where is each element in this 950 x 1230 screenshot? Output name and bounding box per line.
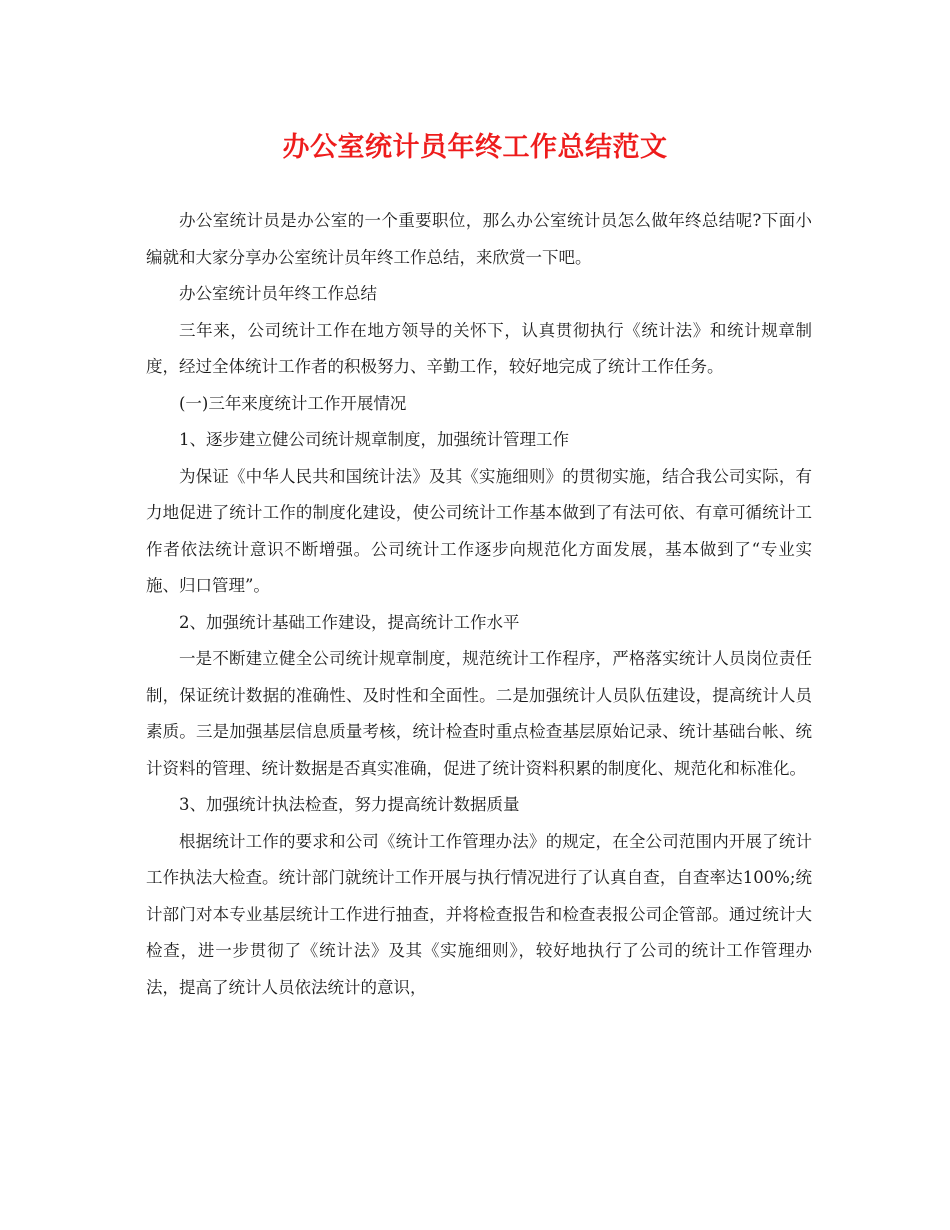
subheading-2: 2、加强统计基础工作建设，提高统计工作水平 bbox=[179, 612, 520, 632]
paragraph-1: 为保证《中华人民共和国统计法》及其《实施细则》的贯彻实施，结合我公司实际，有力地促进了统计工作的制度化建设，使公司统计工作基本做到了有法可依、有章可循统计工作者依法统计意识不断增强。公司统计工作逐步向规范化方面发展，基本做到了“专业实施、归口管理”。 bbox=[146, 466, 812, 595]
section-heading-1: (一)三年来度统计工作开展情况 bbox=[179, 393, 407, 413]
subheading-3: 3、加强统计执法检查，努力提高统计数据质量 bbox=[179, 795, 520, 814]
paragraph-3: 根据统计工作的要求和公司《统计工作管理办法》的规定，在全公司范围内开展了统计工作执法大检查。统计部门就统计工作开展与执行情况进行了认真自查，自查率达100%;统计部门对本专业基层统计工作进行抽查，并将检查报告和检查表报公司企管部。通过统计大检查，进一步贯彻了《统计法》及其《实施细则》，较好地执行了公司的统计工作管理办法，提高了统计人员依法统计的意识， bbox=[146, 831, 812, 997]
paragraph-heading-summary: 办公室统计员年终工作总结 bbox=[179, 284, 377, 303]
subheading-1: 1、逐步建立健公司统计规章制度，加强统计管理工作 bbox=[179, 430, 569, 449]
paragraph-overview: 三年来，公司统计工作在地方领导的关怀下，认真贯彻执行《统计法》和统计规章制度，经过全体统计工作者的积极努力、辛勤工作，较好地完成了统计工作任务。 bbox=[146, 320, 812, 376]
paragraph-intro: 办公室统计员是办公室的一个重要职位，那么办公室统计员怎么做年终总结呢?下面小编就和大家分享办公室统计员年终工作总结，来欣赏一下吧。 bbox=[146, 211, 812, 267]
document-title: 办公室统计员年终工作总结范文 bbox=[282, 132, 668, 163]
document-body bbox=[146, 203, 812, 1006]
paragraph-2: 一是不断建立健全公司统计规章制度，规范统计工作程序，严格落实统计人员岗位责任制，保证统计数据的准确性、及时性和全面性。二是加强统计人员队伍建设，提高统计人员素质。三是加强基层信息质量考核，统计检查时重点检查基层原始记录、统计基础台帐、统计资料的管理、统计数据是否真实准确，促进了统计资料积累的制度化、规范化和标准化。 bbox=[146, 649, 812, 778]
